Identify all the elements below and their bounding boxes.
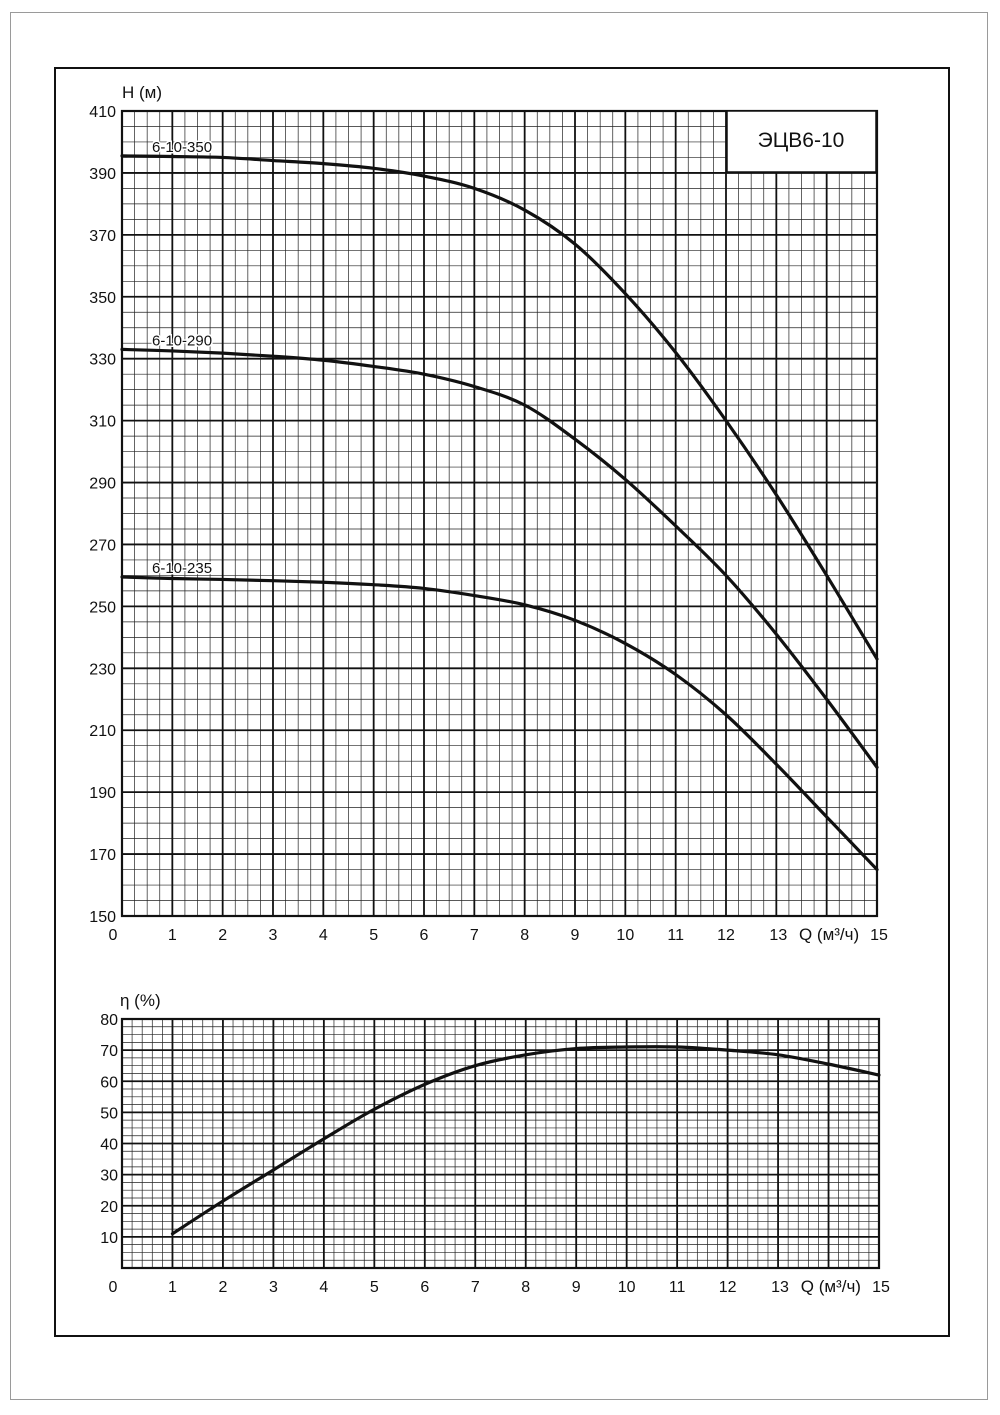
x-tick-label: 7 bbox=[469, 927, 479, 944]
series-label: 6-10-350 bbox=[152, 138, 213, 156]
x-tick-label: 3 bbox=[268, 1279, 278, 1296]
x-tick-label: 10 bbox=[616, 927, 635, 944]
y-tick-label: 150 bbox=[89, 909, 116, 926]
x-tick-label: 1 bbox=[168, 1279, 177, 1296]
y-tick-label: 250 bbox=[89, 599, 116, 617]
x-tick-label: 10 bbox=[617, 1279, 636, 1296]
y-tick-label: 30 bbox=[100, 1167, 118, 1185]
x-tick-label: 8 bbox=[520, 927, 530, 944]
y-tick-label: 80 bbox=[100, 1012, 118, 1029]
x-tick-label: 3 bbox=[268, 927, 278, 944]
y-tick-label: 290 bbox=[89, 475, 116, 493]
y-tick-label: 350 bbox=[89, 289, 116, 307]
y-axis-label: H (м) bbox=[122, 83, 163, 102]
head-chart bbox=[89, 83, 888, 944]
y-tick-label: 10 bbox=[100, 1229, 118, 1247]
x-tick-label: 5 bbox=[369, 1279, 379, 1296]
x-tick-label: 11 bbox=[667, 927, 684, 944]
y-tick-label: 390 bbox=[89, 165, 116, 183]
x-tick-label: 0 bbox=[108, 1279, 118, 1296]
y-tick-label: 410 bbox=[89, 104, 116, 121]
y-tick-label: 20 bbox=[100, 1198, 118, 1216]
chart-title: ЭЦВ6-10 bbox=[757, 129, 845, 152]
x-axis-label: Q (м³/ч) bbox=[798, 925, 860, 944]
x-tick-label: 6 bbox=[420, 1279, 430, 1296]
y-tick-label: 210 bbox=[89, 723, 116, 741]
x-tick-label: 1 bbox=[167, 927, 177, 944]
x-tick-label: 7 bbox=[470, 1279, 480, 1296]
series-label: 6-10-290 bbox=[152, 332, 213, 350]
x-tick-label: 9 bbox=[570, 927, 580, 944]
x-tick-label: 13 bbox=[769, 927, 788, 944]
x-tick-label: 12 bbox=[718, 1279, 737, 1296]
y-tick-label: 70 bbox=[100, 1043, 118, 1061]
y-tick-label: 310 bbox=[89, 413, 116, 431]
x-tick-label: 12 bbox=[717, 927, 735, 944]
x-tick-label: 15 bbox=[872, 1279, 890, 1296]
y-tick-label: 270 bbox=[89, 537, 116, 555]
x-tick-label: 5 bbox=[369, 927, 379, 944]
y-tick-label: 170 bbox=[89, 847, 116, 865]
x-tick-label: 2 bbox=[218, 927, 228, 944]
x-tick-label: 8 bbox=[521, 1279, 531, 1296]
x-tick-label: 13 bbox=[771, 1279, 789, 1296]
y-tick-label: 60 bbox=[100, 1074, 118, 1092]
y-axis-label: η (%) bbox=[120, 991, 161, 1010]
x-tick-label: 9 bbox=[571, 1279, 581, 1296]
x-tick-label: 6 bbox=[419, 927, 429, 944]
series-label: 6-10-235 bbox=[152, 559, 213, 577]
x-tick-label: 4 bbox=[319, 1279, 329, 1296]
x-tick-label: 2 bbox=[218, 1279, 228, 1296]
efficiency-chart bbox=[100, 991, 890, 1296]
x-tick-label: 15 bbox=[870, 927, 888, 944]
minor-grid bbox=[122, 111, 877, 916]
y-tick-label: 50 bbox=[100, 1105, 118, 1123]
y-tick-label: 190 bbox=[89, 785, 116, 803]
x-tick-label: 11 bbox=[668, 1279, 686, 1296]
y-tick-label: 330 bbox=[89, 351, 116, 369]
major-grid bbox=[122, 1019, 879, 1268]
x-tick-label: 0 bbox=[108, 927, 118, 944]
y-tick-label: 370 bbox=[89, 227, 116, 245]
x-tick-label: 4 bbox=[318, 927, 328, 944]
x-axis-label: Q (м³/ч) bbox=[800, 1277, 861, 1296]
y-tick-label: 230 bbox=[89, 661, 116, 679]
y-tick-label: 40 bbox=[100, 1136, 118, 1154]
